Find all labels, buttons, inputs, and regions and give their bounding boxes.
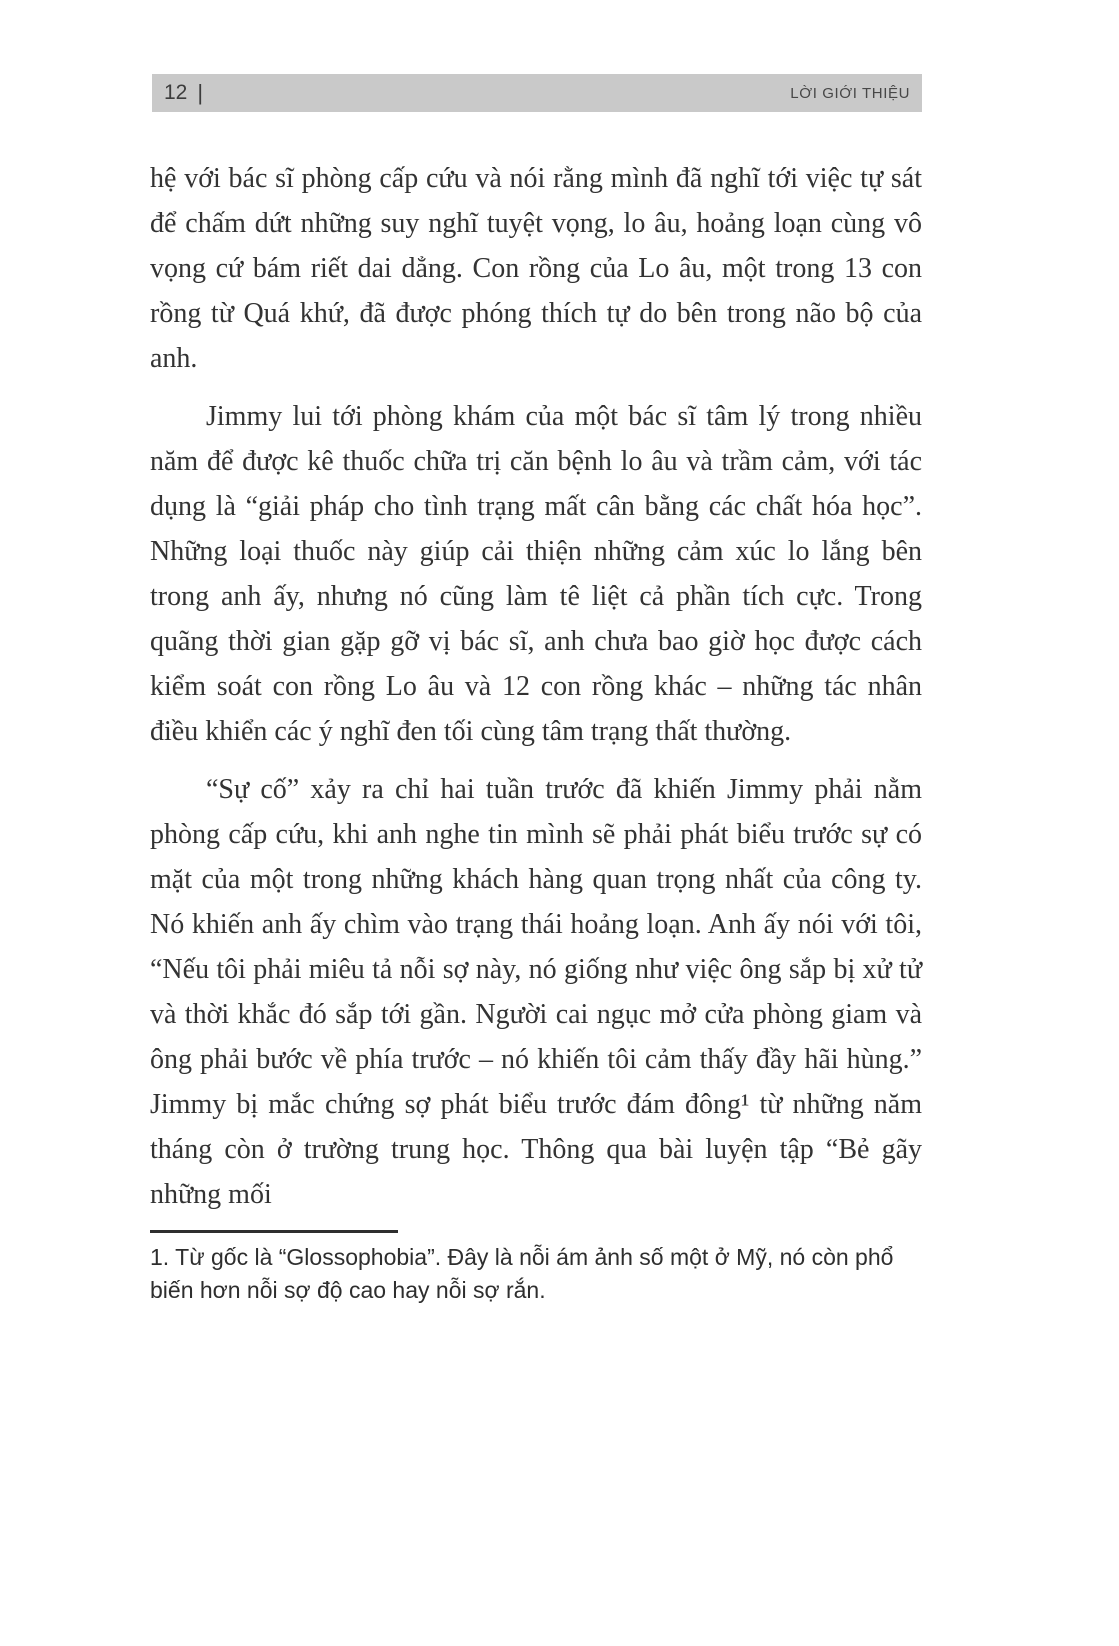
body-paragraph: Jimmy lui tới phòng khám của một bác sĩ tâm lý trong nhiều năm để được kê thuốc chữa trị căn bệnh lo âu và trầm cảm, với tác dụng là “giải pháp cho tình trạng mất cân bằng các chất hóa học”. Những loại thuốc này giúp cải thiện những cảm xúc lo lắng bên trong anh ấy, nhưng nó cũng làm tê liệt cả phần tích cực. Trong quãng thời gian gặp gỡ vị bác sĩ, anh chưa bao giờ học được cách kiểm soát con rồng Lo âu và 12 con rồng khác – những tác nhân điều khiển các ý nghĩ đen tối cùng tâm trạng thất thường. — [150, 401, 922, 747]
page-number-group — [164, 80, 203, 106]
running-header — [152, 74, 922, 112]
body-paragraph: “Sự cố” xảy ra chỉ hai tuần trước đã khiến Jimmy phải nằm phòng cấp cứu, khi anh nghe tin mình sẽ phải phát biểu trước sự có mặt của một trong những khách hàng quan trọng nhất của công ty. Nó khiến anh ấy chìm vào trạng thái hoảng loạn. Anh ấy nói với tôi, “Nếu tôi phải miêu tả nỗi sợ này, nó giống như việc ông sắp bị xử tử và thời khắc đó sắp tới gần. Người cai ngục mở cửa phòng giam và ông phải bước về phía trước – nó khiến tôi cảm thấy đầy hãi hùng.” Jimmy bị mắc chứng sợ phát biểu trước đám đông¹ từ những năm tháng còn ở trường trung học. Thông qua bài luyện tập “Bẻ gãy những mối — [150, 774, 922, 1210]
running-header-title: LỜI GIỚI THIỆU — [790, 84, 910, 102]
page-body — [150, 156, 922, 1307]
page-number: 12 — [164, 81, 188, 104]
footnote-separator — [150, 1230, 398, 1233]
page-number-divider: | — [197, 80, 204, 105]
footnote-text: 1. Từ gốc là “Glossophobia”. Đây là nỗi ám ảnh số một ở Mỹ, nó còn phổ biến hơn nỗi sợ độ cao hay nỗi sợ rắn. — [150, 1244, 894, 1303]
body-paragraph: hệ với bác sĩ phòng cấp cứu và nói rằng mình đã nghĩ tới việc tự sát để chấm dứt những suy nghĩ tuyệt vọng, lo âu, hoảng loạn cùng vô vọng cứ bám riết dai dẳng. Con rồng của Lo âu, một trong 13 con rồng từ Quá khứ, đã được phóng thích tự do bên trong não bộ của anh. — [150, 163, 922, 374]
